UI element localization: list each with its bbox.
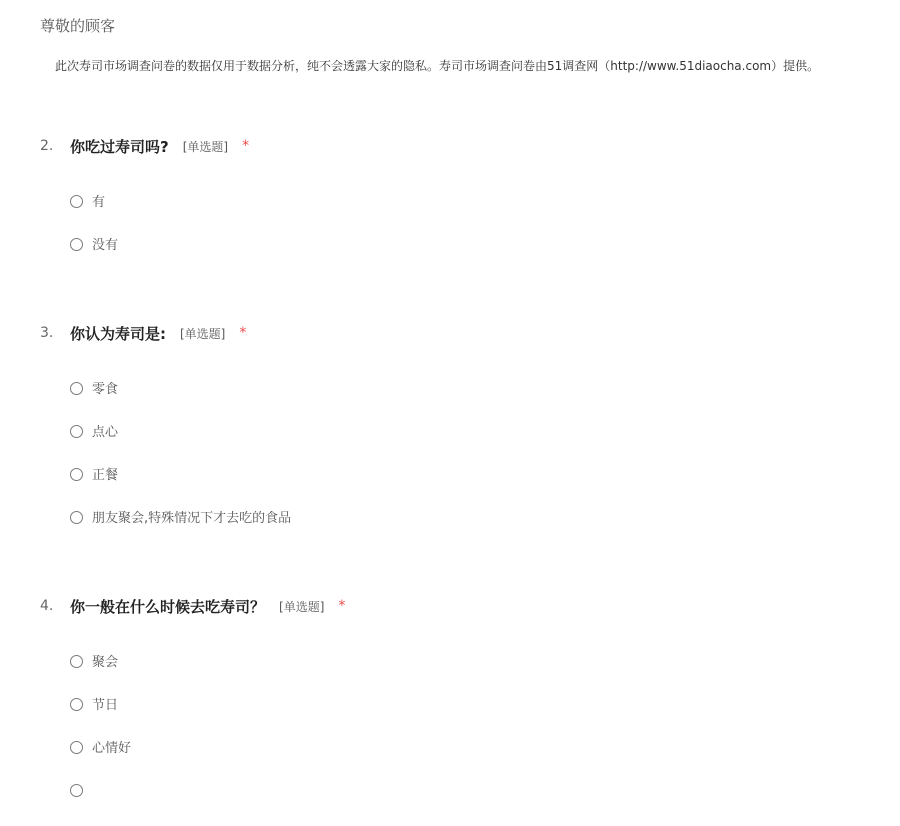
radio-option[interactable] — [70, 654, 131, 697]
radio-option[interactable] — [70, 510, 291, 553]
radio-option[interactable] — [70, 783, 131, 826]
radio-button[interactable] — [70, 382, 83, 395]
radio-option[interactable] — [70, 237, 118, 280]
radio-option[interactable] — [70, 467, 291, 510]
question-type-label: [单选题] — [279, 599, 325, 614]
question-header — [40, 134, 860, 158]
radio-option[interactable] — [70, 697, 131, 740]
question-type-label: [单选题] — [182, 139, 229, 154]
radio-button[interactable] — [70, 468, 83, 481]
radio-button[interactable] — [70, 741, 83, 754]
required-marker: * — [239, 325, 247, 341]
required-marker: * — [338, 598, 346, 614]
question-title: 你吃过寿司吗? — [70, 137, 169, 156]
question-4 — [40, 594, 860, 756]
greeting-heading: 尊敬的顾客 — [40, 17, 116, 35]
question-title: 你认为寿司是: — [70, 324, 166, 343]
question-header — [40, 321, 860, 345]
survey-intro: 此次寿司市场调查问卷的数据仅用于数据分析，纯不会透露大家的隐私。寿司市场调查问卷由51调查网（http://www.51diaocha.com）提供。 — [55, 59, 820, 73]
radio-button[interactable] — [70, 698, 83, 711]
question-number: 4. — [40, 598, 54, 614]
radio-button[interactable] — [70, 655, 83, 668]
question-header — [40, 594, 860, 618]
radio-option[interactable] — [70, 424, 291, 467]
option-list — [70, 194, 118, 280]
question-2 — [40, 134, 860, 253]
option-label[interactable]: 点心 — [92, 425, 119, 440]
question-3 — [40, 321, 860, 526]
option-label[interactable]: 零食 — [92, 382, 119, 397]
radio-button[interactable] — [70, 511, 83, 524]
question-number: 2. — [40, 138, 54, 154]
radio-option[interactable] — [70, 381, 291, 424]
option-list — [70, 381, 291, 553]
radio-option[interactable] — [70, 194, 118, 237]
radio-button[interactable] — [70, 425, 83, 438]
option-label[interactable]: 聚会 — [92, 655, 119, 670]
question-number: 3. — [40, 325, 54, 341]
option-label[interactable]: 朋友聚会,特殊情况下才去吃的食品 — [92, 511, 292, 526]
option-list — [70, 654, 131, 826]
radio-button[interactable] — [70, 784, 83, 797]
option-label[interactable]: 正餐 — [92, 468, 119, 483]
option-label[interactable]: 心情好 — [92, 741, 132, 756]
radio-option[interactable] — [70, 740, 131, 783]
question-type-label: [单选题] — [180, 326, 226, 341]
radio-button[interactable] — [70, 195, 83, 208]
option-label[interactable]: 没有 — [92, 238, 119, 253]
option-label[interactable]: 有 — [92, 195, 106, 210]
radio-button[interactable] — [70, 238, 83, 251]
option-label[interactable]: 节日 — [92, 698, 119, 713]
required-marker: * — [242, 138, 250, 154]
question-title: 你一般在什么时候去吃寿司？ — [70, 597, 266, 616]
